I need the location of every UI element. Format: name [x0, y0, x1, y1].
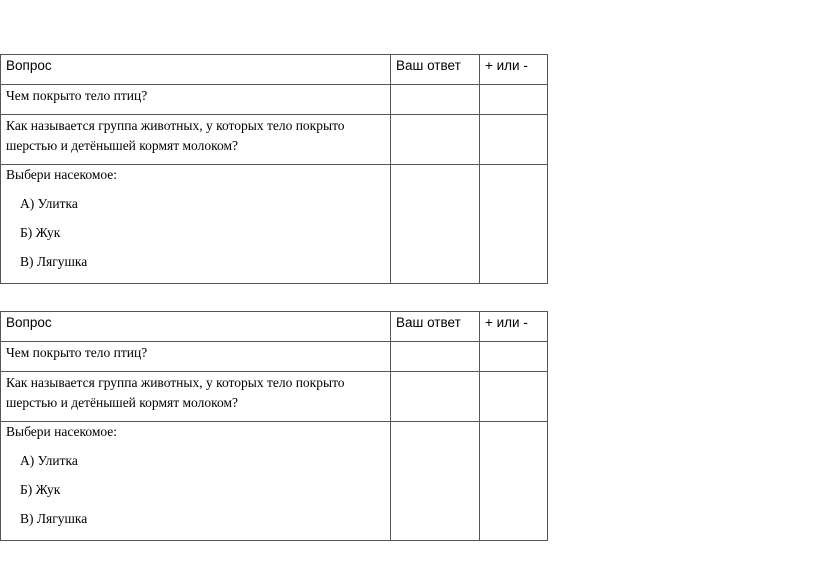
answer-cell[interactable]: [391, 372, 480, 422]
option-c: В) Лягушка: [20, 254, 88, 269]
mark-cell[interactable]: [480, 422, 548, 541]
question-row-2: [1, 372, 548, 422]
header-answer-label: Ваш ответ: [396, 58, 461, 73]
question-text: Чем покрыто тело птиц?: [6, 345, 148, 360]
answer-cell[interactable]: [391, 342, 480, 372]
header-mark-label: + или -: [485, 315, 528, 330]
header-mark-cell: [480, 312, 548, 342]
header-answer-cell: [391, 55, 480, 85]
quiz-table-2: [0, 311, 548, 541]
header-row: [1, 312, 548, 342]
question-row-1: [1, 342, 548, 372]
question-text: Чем покрыто тело птиц?: [6, 88, 148, 103]
option-a: А) Улитка: [20, 453, 78, 468]
header-question-label: Вопрос: [6, 58, 52, 73]
mark-cell[interactable]: [480, 165, 548, 284]
mark-cell[interactable]: [480, 372, 548, 422]
question-cell: [1, 422, 391, 541]
question-row-3: [1, 165, 548, 284]
option-c: В) Лягушка: [20, 511, 88, 526]
question-cell: [1, 85, 391, 115]
answer-cell[interactable]: [391, 422, 480, 541]
question-cell: [1, 115, 391, 165]
header-row: [1, 55, 548, 85]
question-row-1: [1, 85, 548, 115]
header-question-label: Вопрос: [6, 315, 52, 330]
option-b: Б) Жук: [20, 225, 61, 240]
answer-cell[interactable]: [391, 85, 480, 115]
option-b: Б) Жук: [20, 482, 61, 497]
question-row-3: [1, 422, 548, 541]
question-prompt: Выбери насекомое:: [6, 424, 118, 439]
quiz-table-1: [0, 54, 548, 284]
header-answer-cell: [391, 312, 480, 342]
header-answer-label: Ваш ответ: [396, 315, 461, 330]
answer-cell[interactable]: [391, 165, 480, 284]
mark-cell[interactable]: [480, 115, 548, 165]
header-mark-label: + или -: [485, 58, 528, 73]
question-prompt: Выбери насекомое:: [6, 167, 118, 182]
header-question-cell: [1, 55, 391, 85]
answer-cell[interactable]: [391, 115, 480, 165]
mark-cell[interactable]: [480, 85, 548, 115]
question-cell: [1, 372, 391, 422]
question-row-2: [1, 115, 548, 165]
question-cell: [1, 165, 391, 284]
question-text: Как называется группа животных, у которых тело покрыто шерстью и детёнышей кормят молоком?: [6, 118, 345, 153]
mark-cell[interactable]: [480, 342, 548, 372]
option-a: А) Улитка: [20, 196, 78, 211]
question-cell: [1, 342, 391, 372]
header-question-cell: [1, 312, 391, 342]
header-mark-cell: [480, 55, 548, 85]
question-text: Как называется группа животных, у которых тело покрыто шерстью и детёнышей кормят молоком?: [6, 375, 345, 410]
